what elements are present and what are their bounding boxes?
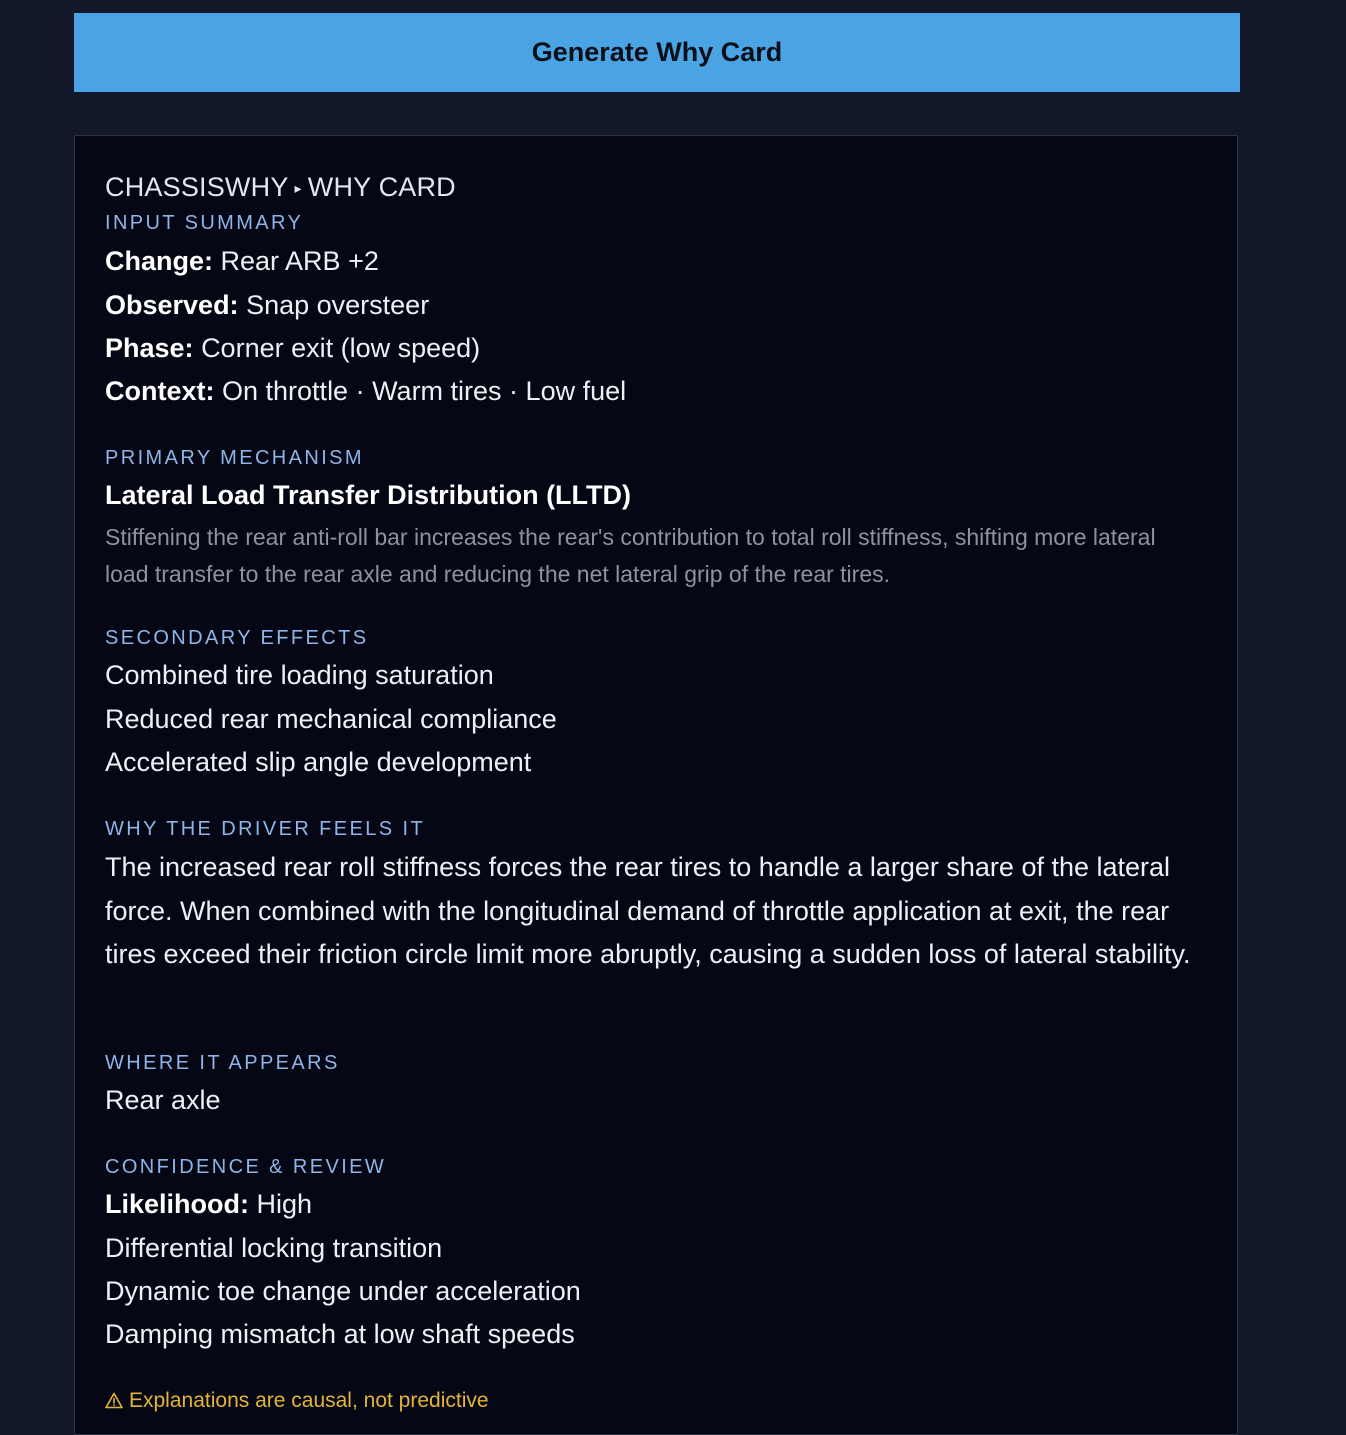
list-item: Damping mismatch at low shaft speeds xyxy=(105,1319,575,1349)
where-label: WHERE IT APPEARS xyxy=(105,1052,340,1074)
observed-value: Snap oversteer xyxy=(246,290,430,320)
list-item: Reduced rear mechanical compliance xyxy=(105,704,557,734)
why-card xyxy=(74,135,1238,1435)
list-item: Differential locking transition xyxy=(105,1233,443,1263)
change-key: Change: xyxy=(105,246,213,276)
change-value: Rear ARB +2 xyxy=(220,246,379,276)
observed-key: Observed: xyxy=(105,290,239,320)
list-item: Accelerated slip angle development xyxy=(105,747,532,777)
phase-line xyxy=(105,333,480,364)
phase-value: Corner exit (low speed) xyxy=(201,333,481,363)
primary-mechanism-description: Stiffening the rear anti-roll bar increases the rear's contribution to total roll stiffness, shifting more lateral load transfer to the rear axle and reducing the net lateral grip of the rear tires. xyxy=(105,524,1156,587)
context-value: On throttle · Warm tires · Low fuel xyxy=(222,376,627,406)
disclaimer xyxy=(105,1389,489,1413)
list-item: Combined tire loading saturation xyxy=(105,660,494,690)
context-key: Context: xyxy=(105,376,215,406)
change-line xyxy=(105,246,379,277)
breadcrumb-page: WHY CARD xyxy=(307,172,456,202)
primary-mechanism-label: PRIMARY MECHANISM xyxy=(105,447,364,469)
context-line xyxy=(105,376,626,407)
phase-key: Phase: xyxy=(105,333,194,363)
likelihood-line xyxy=(105,1189,312,1220)
driver-feel-label: WHY THE DRIVER FEELS IT xyxy=(105,818,426,840)
primary-mechanism-title: Lateral Load Transfer Distribution (LLTD) xyxy=(105,480,632,510)
secondary-effects-label: SECONDARY EFFECTS xyxy=(105,627,369,649)
disclaimer-text: Explanations are causal, not predictive xyxy=(129,1389,489,1412)
generate-why-card-button[interactable]: Generate Why Card xyxy=(74,13,1240,92)
breadcrumb-separator-icon: ▸ xyxy=(294,180,302,196)
breadcrumb xyxy=(105,172,456,203)
likelihood-key: Likelihood: xyxy=(105,1189,249,1219)
driver-feel-text: The increased rear roll stiffness forces the rear tires to handle a larger share of the lateral force. When combined with the longitudinal demand of throttle application at exit, the rear tires exceed their friction circle limit more abruptly, causing a sudden loss of lateral stability. xyxy=(105,852,1191,969)
likelihood-value: High xyxy=(256,1189,313,1219)
list-item: Dynamic toe change under acceleration xyxy=(105,1276,581,1306)
observed-line xyxy=(105,290,429,321)
input-summary-label: INPUT SUMMARY xyxy=(105,212,304,234)
where-value: Rear axle xyxy=(105,1085,221,1115)
breadcrumb-app: CHASSISWHY xyxy=(105,172,289,202)
warning-icon xyxy=(105,1389,123,1413)
confidence-label: CONFIDENCE & REVIEW xyxy=(105,1156,387,1178)
